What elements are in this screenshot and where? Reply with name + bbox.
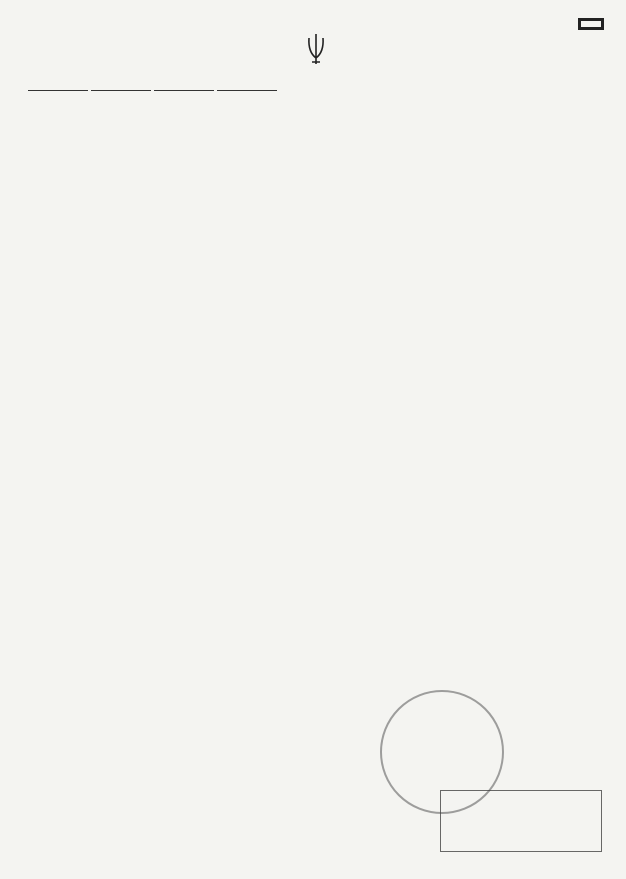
rectangular-stamp: [440, 790, 602, 852]
trident-emblem-icon: [304, 32, 328, 66]
date-day: [28, 90, 88, 91]
order-number: [217, 90, 277, 91]
copy-stamp: [578, 18, 604, 30]
date-number-line: [28, 80, 604, 95]
date-year: [154, 90, 214, 91]
date-month: [91, 90, 151, 91]
